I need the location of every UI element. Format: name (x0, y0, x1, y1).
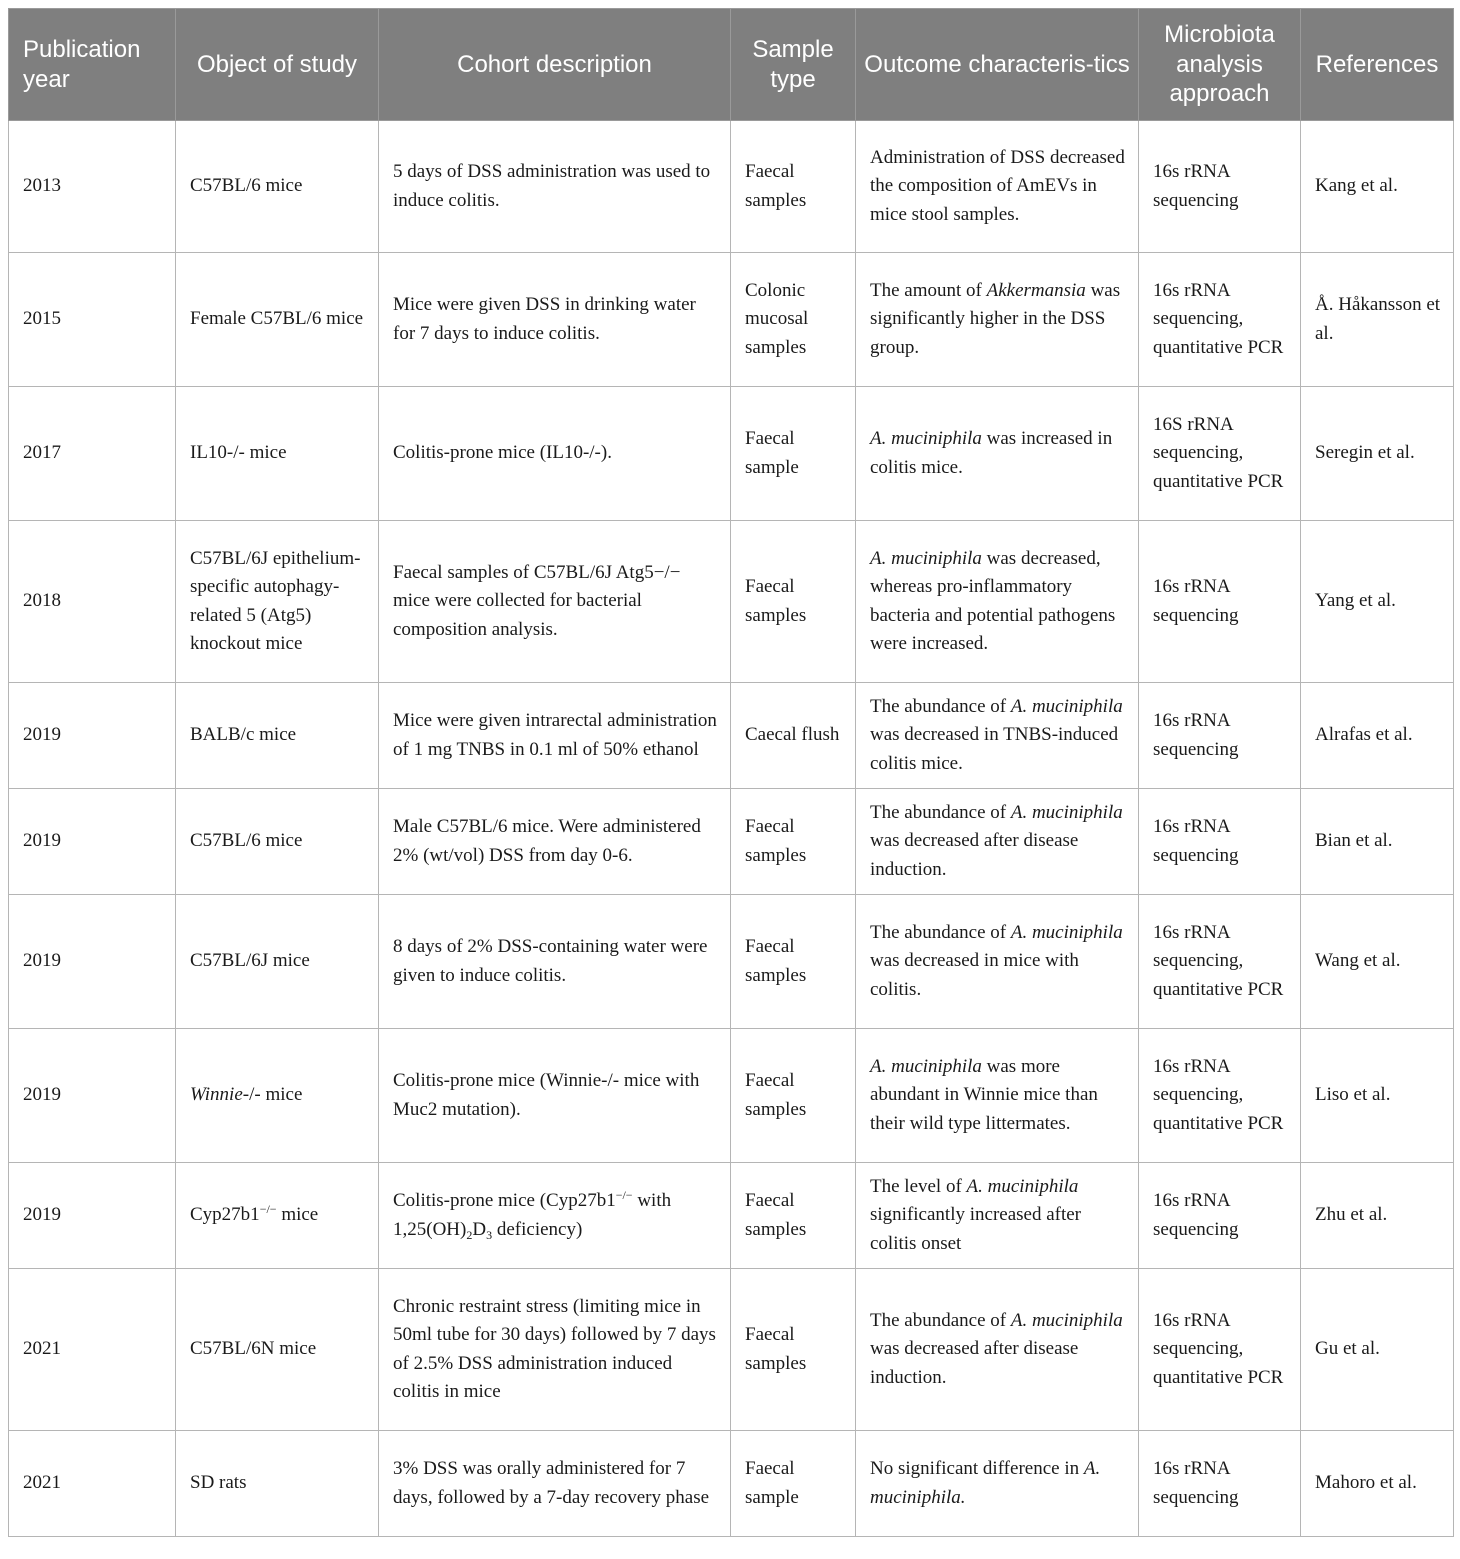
taxon-name: A. muciniphila (870, 547, 982, 569)
strain-name: Winnie (190, 1084, 243, 1106)
cell-reference: Mahoro et al. (1301, 1431, 1454, 1537)
cell-cohort: Mice were given DSS in drinking water for 7 days to induce colitis. (379, 253, 731, 387)
taxon-name: A. muciniphila (870, 428, 982, 449)
cell-cohort: 3% DSS was orally administered for 7 days, followed by a 7-day recovery phase (379, 1431, 731, 1537)
outcome-text: was decreased after disease induction. (870, 830, 1079, 880)
cell-outcome (856, 1029, 1139, 1163)
cell-sample: Caecal flush (731, 683, 856, 789)
superscript: −/− (615, 1188, 633, 1202)
cell-approach: 16S rRNA sequencing, quantitative PCR (1139, 387, 1301, 521)
taxon-name: Akkermansia (986, 279, 1086, 301)
cell-year: 2013 (9, 121, 176, 253)
table-row (9, 895, 1454, 1029)
subscript: 2 (466, 1227, 473, 1242)
taxon-name: A. muciniphila (1010, 921, 1123, 943)
cell-cohort: Mice were given intrarectal administration of 1 mg TNBS in 0.1 ml of 50% ethanol (379, 683, 731, 789)
cell-sample: Faecal sample (731, 1431, 856, 1537)
header-references: References (1301, 9, 1454, 121)
table-row (9, 789, 1454, 895)
cell-cohort: Colitis-prone mice (Winnie-/- mice with Muc2 mutation). (379, 1029, 731, 1163)
cell-approach: 16s rRNA sequencing, quantitative PCR (1139, 253, 1301, 387)
cell-object: C57BL/6N mice (176, 1269, 379, 1431)
cell-outcome (856, 895, 1139, 1029)
cell-outcome (856, 387, 1139, 521)
cell-sample: Faecal samples (731, 789, 856, 895)
cell-sample: Faecal sample (731, 387, 856, 521)
cell-approach: 16s rRNA sequencing (1139, 121, 1301, 253)
cell-sample: Faecal samples (731, 121, 856, 253)
outcome-text: was more abundant in Winnie mice than their wild type littermates. (870, 1055, 1098, 1134)
cell-object: C57BL/6J epithelium-specific autophagy-related 5 (Atg5) knockout mice (176, 521, 379, 683)
cell-approach: 16s rRNA sequencing (1139, 1163, 1301, 1269)
outcome-text: was decreased in TNBS-induced colitis mice. (870, 724, 1119, 774)
outcome-text: The abundance of (870, 921, 1011, 943)
outcome-text: The abundance of (870, 1309, 1011, 1331)
table-row (9, 683, 1454, 789)
cell-year: 2019 (9, 683, 176, 789)
outcome-text: The abundance of (870, 801, 1011, 823)
header-row (9, 9, 1454, 121)
cell-reference: Seregin et al. (1301, 387, 1454, 521)
cell-outcome: Administration of DSS decreased the composition of AmEVs in mice stool samples. (856, 121, 1139, 253)
cell-approach: 16s rRNA sequencing, quantitative PCR (1139, 1269, 1301, 1431)
table-container (8, 8, 1454, 1537)
cell-outcome (856, 789, 1139, 895)
outcome-text: The amount of (870, 279, 987, 301)
cell-object: IL10-/- mice (176, 387, 379, 521)
cell-cohort: Male C57BL/6 mice. Were administered 2% (wt/vol) DSS from day 0-6. (379, 789, 731, 895)
cell-sample: Faecal samples (731, 1029, 856, 1163)
taxon-name: A. muciniphila. (870, 1458, 1101, 1508)
superscript: −/− (259, 1202, 277, 1217)
cohort-text: deficiency) (492, 1218, 583, 1240)
cell-sample: Colonic mucosal samples (731, 253, 856, 387)
cell-cohort: Faecal samples of C57BL/6J Atg5−/− mice were collected for bacterial composition analysis. (379, 521, 731, 683)
cell-cohort: Chronic restraint stress (limiting mice in 50ml tube for 30 days) followed by 7 days of 2.5% DSS administration induced colitis in mice (379, 1269, 731, 1431)
data-table (8, 8, 1454, 1537)
table-row (9, 121, 1454, 253)
cell-outcome (856, 683, 1139, 789)
header-cohort: Cohort description (379, 9, 731, 121)
cell-year: 2015 (9, 253, 176, 387)
object-text: -/- mice (242, 1084, 303, 1106)
cell-approach: 16s rRNA sequencing, quantitative PCR (1139, 895, 1301, 1029)
header-outcome: Outcome characteris-tics (856, 9, 1139, 121)
object-text: mice (276, 1204, 319, 1226)
outcome-text: was increased in colitis mice. (870, 428, 1113, 478)
outcome-text: was decreased after disease induction. (870, 1338, 1079, 1388)
cell-cohort: 5 days of DSS administration was used to induce colitis. (379, 121, 731, 253)
cell-reference: Bian et al. (1301, 789, 1454, 895)
header-object: Object of study (176, 9, 379, 121)
taxon-name: A. muciniphila (1010, 801, 1123, 823)
cell-sample: Faecal samples (731, 895, 856, 1029)
table-row (9, 1431, 1454, 1537)
subscript: 3 (486, 1227, 493, 1242)
cell-outcome (856, 521, 1139, 683)
table-row (9, 387, 1454, 521)
cell-cohort: 8 days of 2% DSS-containing water were given to induce colitis. (379, 895, 731, 1029)
cell-outcome (856, 1431, 1139, 1537)
cell-object (176, 1163, 379, 1269)
cohort-text: Colitis-prone mice (Cyp27b1 (393, 1190, 616, 1211)
cell-cohort (379, 1163, 731, 1269)
cell-reference: Å. Håkansson et al. (1301, 253, 1454, 387)
table-row (9, 1269, 1454, 1431)
cell-year: 2019 (9, 789, 176, 895)
header-sample: Sample type (731, 9, 856, 121)
cell-object: C57BL/6 mice (176, 121, 379, 253)
cell-cohort: Colitis-prone mice (IL10-/-). (379, 387, 731, 521)
cell-outcome (856, 1163, 1139, 1269)
table-row (9, 1163, 1454, 1269)
table-row (9, 253, 1454, 387)
cell-object: BALB/c mice (176, 683, 379, 789)
cell-reference: Liso et al. (1301, 1029, 1454, 1163)
cell-year: 2021 (9, 1269, 176, 1431)
cell-sample: Faecal samples (731, 1163, 856, 1269)
cell-year: 2019 (9, 1029, 176, 1163)
cohort-text: D (472, 1218, 487, 1240)
taxon-name: A. muciniphila (1010, 695, 1123, 717)
cell-reference: Gu et al. (1301, 1269, 1454, 1431)
cell-approach: 16s rRNA sequencing, quantitative PCR (1139, 1029, 1301, 1163)
cell-outcome (856, 1269, 1139, 1431)
outcome-text: significantly increased after colitis onset (870, 1204, 1082, 1254)
cohort-text: with 1,25(OH) (393, 1190, 672, 1240)
cell-year: 2018 (9, 521, 176, 683)
outcome-text: was significantly higher in the DSS group. (870, 279, 1121, 358)
outcome-text: was decreased in mice with colitis. (870, 950, 1079, 1000)
outcome-text: was decreased, whereas pro-inflammatory bacteria and potential pathogens were increased. (870, 547, 1116, 654)
cell-reference: Alrafas et al. (1301, 683, 1454, 789)
cell-outcome (856, 253, 1139, 387)
cell-approach: 16s rRNA sequencing (1139, 789, 1301, 895)
outcome-text: The abundance of (870, 695, 1011, 717)
cell-year: 2017 (9, 387, 176, 521)
header-year: Publication year (9, 9, 176, 121)
cell-reference: Kang et al. (1301, 121, 1454, 253)
cell-object: Female C57BL/6 mice (176, 253, 379, 387)
outcome-text: No significant difference in (870, 1458, 1084, 1479)
cell-object: C57BL/6 mice (176, 789, 379, 895)
cell-reference: Zhu et al. (1301, 1163, 1454, 1269)
taxon-name: A. muciniphila (870, 1055, 982, 1077)
cell-object (176, 1029, 379, 1163)
cell-approach: 16s rRNA sequencing (1139, 683, 1301, 789)
cell-reference: Yang et al. (1301, 521, 1454, 683)
cell-year: 2021 (9, 1431, 176, 1537)
cell-object: C57BL/6J mice (176, 895, 379, 1029)
object-text: Cyp27b1 (190, 1204, 260, 1226)
cell-sample: Faecal samples (731, 521, 856, 683)
cell-sample: Faecal samples (731, 1269, 856, 1431)
cell-reference: Wang et al. (1301, 895, 1454, 1029)
outcome-text: The level of (870, 1175, 967, 1197)
table-row (9, 521, 1454, 683)
table-row (9, 1029, 1454, 1163)
cell-year: 2019 (9, 895, 176, 1029)
cell-object: SD rats (176, 1431, 379, 1537)
header-approach: Microbiota analysis approach (1139, 9, 1301, 121)
cell-approach: 16s rRNA sequencing (1139, 1431, 1301, 1537)
taxon-name: A. muciniphila (966, 1175, 1079, 1197)
cell-approach: 16s rRNA sequencing (1139, 521, 1301, 683)
taxon-name: A. muciniphila (1010, 1309, 1123, 1331)
cell-year: 2019 (9, 1163, 176, 1269)
